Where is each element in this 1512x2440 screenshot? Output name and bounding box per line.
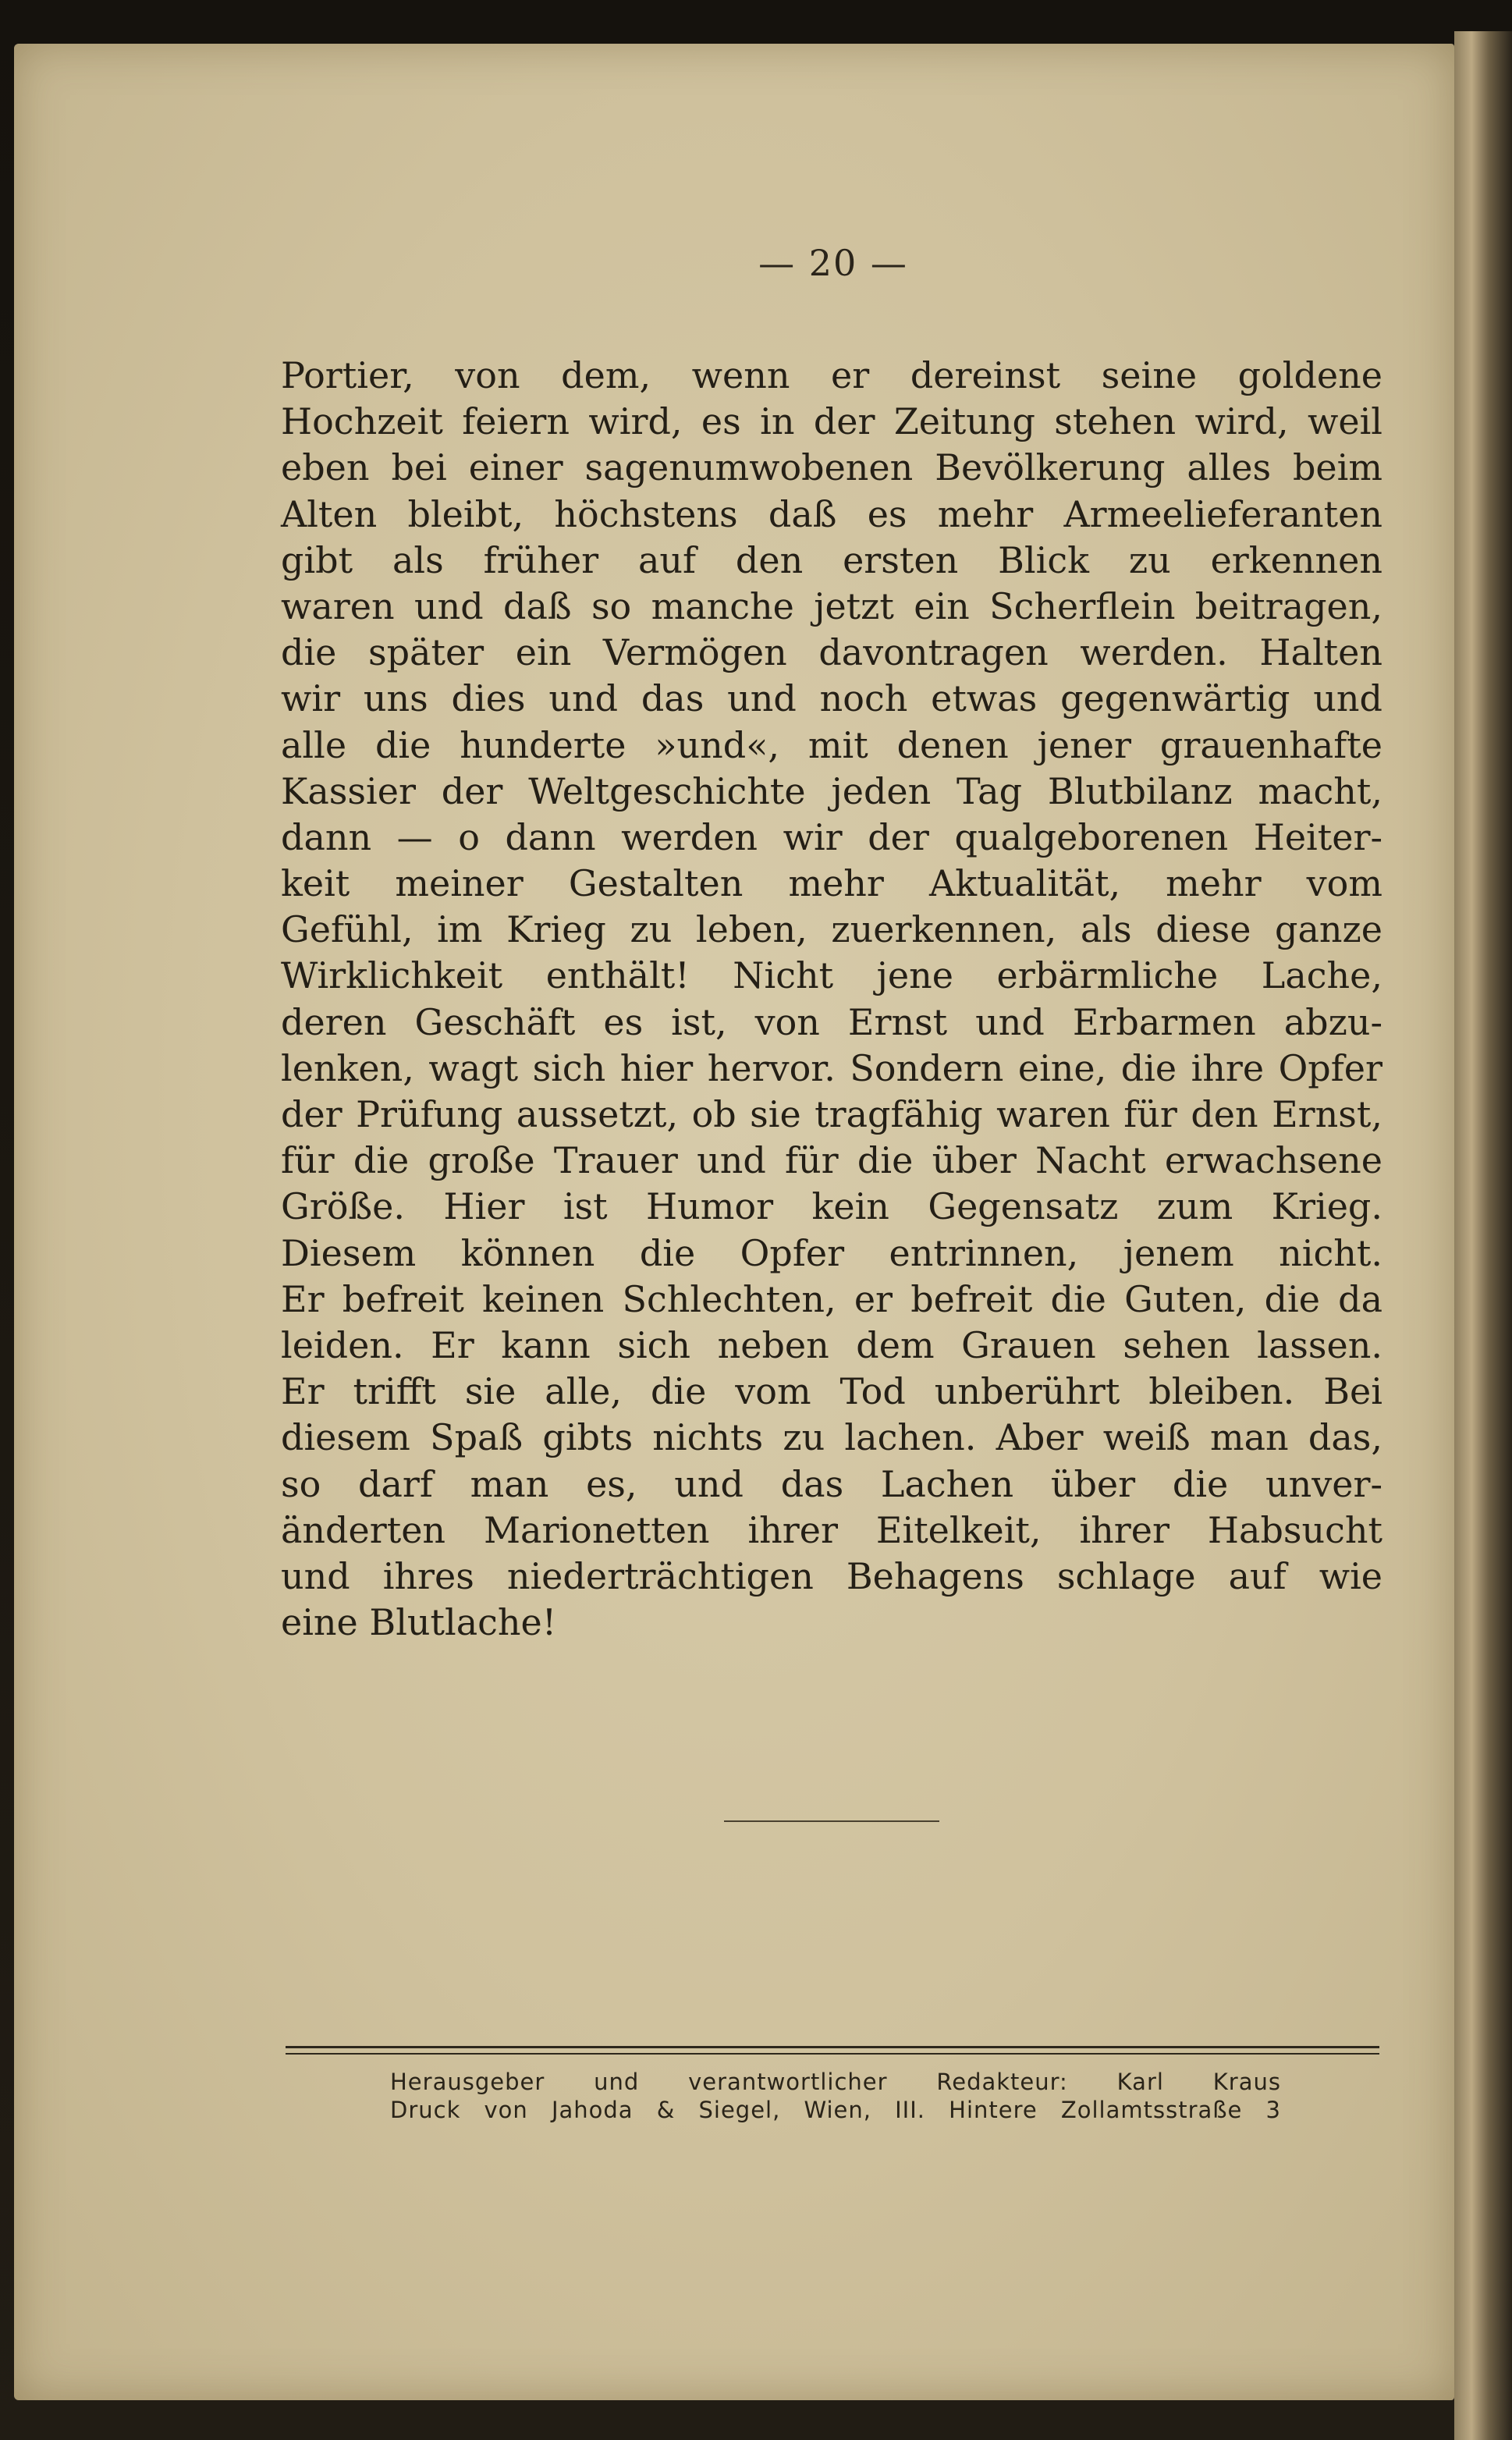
text-line: für die große Trauer und für die über Nacht erwachsene — [281, 1139, 1382, 1182]
page-number: — 20 — — [758, 242, 908, 284]
text-line: Alten bleibt, höchstens daß es mehr Armeelieferanten — [281, 492, 1382, 535]
text-line: Kassier der Weltgeschichte jeden Tag Blutbilanz macht, — [281, 769, 1382, 812]
text-line: leiden. Er kann sich neben dem Grauen sehen lassen. — [281, 1323, 1382, 1366]
body-text — [281, 353, 1382, 1646]
imprint-publisher-line: Herausgeber und verantwortlicher Redakteur: Karl Kraus — [390, 2069, 1281, 2095]
text-line: wir uns dies und das und noch etwas gegenwärtig und — [281, 677, 1382, 720]
text-line: waren und daß so manche jetzt ein Scherflein beitragen, — [281, 584, 1382, 627]
text-line: Portier, von dem, wenn er dereinst seine goldene — [281, 354, 1382, 396]
imprint — [390, 2068, 1281, 2124]
page-edge — [1454, 31, 1512, 2440]
imprint-printer-line: Druck von Jahoda & Siegel, Wien, III. Hintere Zollamtsstraße 3 — [390, 2097, 1281, 2123]
text-line: Er befreit keinen Schlechten, er befreit die Guten, die da — [281, 1277, 1382, 1320]
text-line: so darf man es, und das Lachen über die unver- — [281, 1462, 1382, 1505]
text-line: lenken, wagt sich hier hervor. Sondern eine, die ihre Opfer — [281, 1046, 1382, 1089]
text-line-last: eine Blutlache! — [281, 1601, 557, 1644]
text-line: und ihres niederträchtigen Behagens schlage auf wie — [281, 1554, 1382, 1597]
text-line: Gefühl, im Krieg zu leben, zuerkennen, als diese ganze — [281, 908, 1382, 951]
text-line: alle die hunderte »und«, mit denen jener grauenhafte — [281, 723, 1382, 766]
text-line: die später ein Vermögen davontragen werden. Halten — [281, 631, 1382, 674]
text-line: der Prüfung aussetzt, ob sie tragfähig waren für den Ernst, — [281, 1093, 1382, 1135]
text-line: keit meiner Gestalten mehr Aktualität, mehr vom — [281, 862, 1382, 905]
text-line: eben bei einer sagenumwobenen Bevölkerung alles beim — [281, 446, 1382, 489]
text-line: Er trifft sie alle, die vom Tod unberührt bleiben. Bei — [281, 1370, 1382, 1413]
text-line: gibt als früher auf den ersten Blick zu erkennen — [281, 538, 1382, 581]
text-line: diesem Spaß gibts nichts zu lachen. Aber weiß man das, — [281, 1416, 1382, 1459]
text-line: Hochzeit feiern wird, es in der Zeitung stehen wird, weil — [281, 400, 1382, 443]
text-line: Diesem können die Opfer entrinnen, jenem nicht. — [281, 1231, 1382, 1274]
section-divider — [724, 1820, 939, 1822]
text-line: änderten Marionetten ihrer Eitelkeit, ihrer Habsucht — [281, 1508, 1382, 1551]
text-line: Wirklichkeit enthält! Nicht jene erbärmliche Lache, — [281, 954, 1382, 997]
imprint-double-rule — [286, 2046, 1379, 2055]
text-line: deren Geschäft es ist, von Ernst und Erbarmen abzu- — [281, 1000, 1382, 1043]
text-line: dann — o dann werden wir der qualgeborenen Heiter- — [281, 815, 1382, 858]
text-line: Größe. Hier ist Humor kein Gegensatz zum Krieg. — [281, 1185, 1382, 1228]
